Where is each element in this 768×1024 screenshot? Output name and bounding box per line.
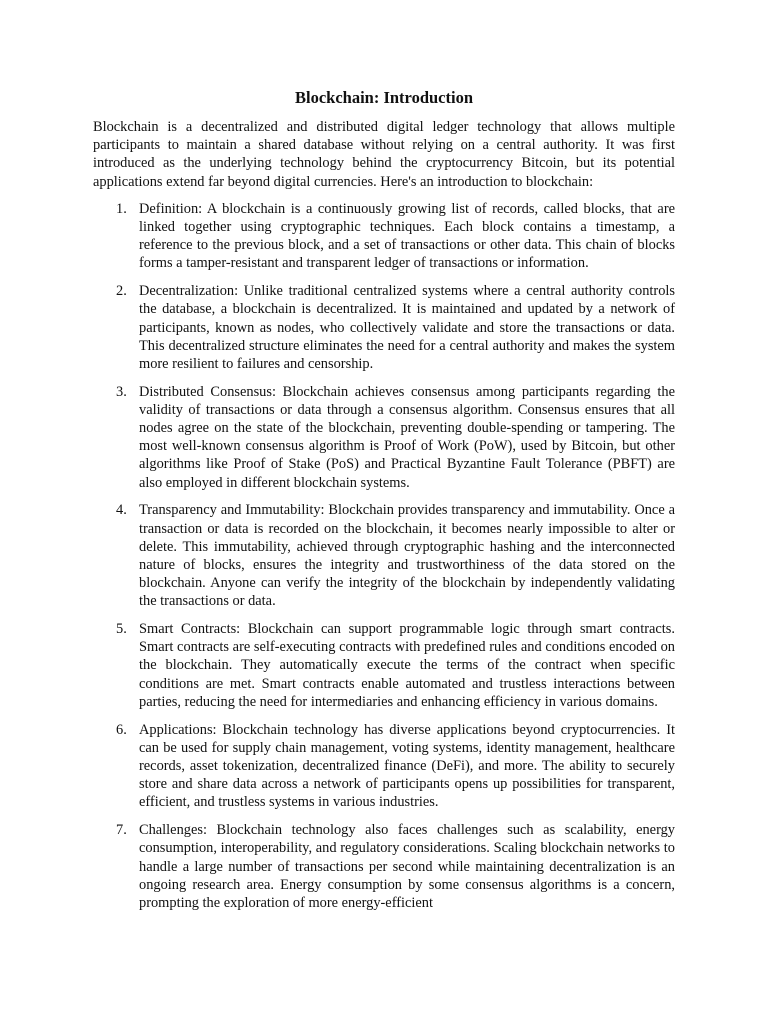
list-item-text: Decentralization: Unlike traditional centralized systems where a central authority controls the database, a blockchain is decentralized. It is maintained and updated by a network of participants, known as nodes, who collectively validate and store the transactions or data. This decentralized structure eliminates the need for a central authority and makes the system more resilient to failures and censorship. — [139, 283, 675, 372]
list-item-text: Smart Contracts: Blockchain can support programmable logic through smart contracts. Smart contracts are self-executing contracts with predefined rules and conditions encoded on the blockchain. They automatically execute the terms of the contract when specific conditions are met. Smart contracts enable automated and trustless interactions between parties, reducing the need for intermediaries and enhancing efficiency in various domains. — [139, 621, 675, 710]
list-item-text: Applications: Blockchain technology has diverse applications beyond cryptocurrencies. It can be used for supply chain management, voting systems, identity management, healthcare records, asset tokenization, decentralized finance (DeFi), and more. The ability to securely store and share data across a network of participants opens up possibilities for transparent, efficient, and trustless systems in various industries. — [139, 721, 675, 811]
list-item-text: Challenges: Blockchain technology also faces challenges such as scalability, energy consumption, interoperability, and regulatory considerations. Scaling blockchain networks to handle a large number of transactions per second while maintaining decentralization is an ongoing research area. Energy consumption by some consensus algorithms is a concern, prompting the exploration of more energy-efficient — [139, 822, 675, 911]
list-item — [93, 200, 675, 273]
list-item — [93, 282, 675, 373]
numbered-list — [93, 200, 675, 912]
list-item-text: Transparency and Immutability: Blockchain provides transparency and immutability. Once a transaction or data is recorded on the blockchain, it becomes nearly impossible to alter or delete. This immutability, achieved through cryptographic hashing and the interconnected nature of blocks, ensures the integrity and trustworthiness of the data stored on the blockchain. Anyone can verify the integrity of the blockchain by independently validating the transactions or data. — [139, 502, 675, 610]
list-item-number: 7. — [116, 822, 127, 839]
list-item-number: 6. — [116, 721, 127, 738]
list-item — [93, 501, 675, 610]
list-item-number: 1. — [116, 200, 127, 217]
list-item — [93, 620, 675, 711]
list-item — [93, 721, 675, 812]
intro-paragraph: Blockchain is a decentralized and distributed digital ledger technology that allows multiple participants to maintain a shared database without relying on a central authority. It was first introduced as the underlying technology behind the cryptocurrency Bitcoin, but its potential applications extend far beyond digital currencies. Here's an introduction to blockchain: — [93, 119, 675, 190]
list-item-number: 2. — [116, 283, 127, 300]
list-item-number: 3. — [116, 383, 127, 400]
list-item-text: Definition: A blockchain is a continuously growing list of records, called blocks, that are linked together using cryptographic techniques. Each block contains a timestamp, a reference to the previous block, and a set of transactions or other data. This chain of blocks forms a tamper-resistant and transparent ledger of transactions or information. — [139, 200, 675, 272]
list-item-text: Distributed Consensus: Blockchain achieves consensus among participants regarding the validity of transactions or data through a consensus algorithm. Consensus ensures that all nodes agree on the state of the blockchain, preventing double-spending or tampering. The most well-known consensus algorithm is Proof of Work (PoW), used by Bitcoin, but other algorithms like Proof of Stake (PoS) and Practical Byzantine Fault Tolerance (PBFT) are also employed in different blockchain systems. — [139, 383, 675, 491]
document-title: Blockchain: Introduction — [294, 88, 474, 107]
list-item-number: 5. — [116, 621, 127, 638]
list-item-number: 4. — [116, 502, 127, 519]
list-item — [93, 821, 675, 912]
list-item — [93, 383, 675, 492]
